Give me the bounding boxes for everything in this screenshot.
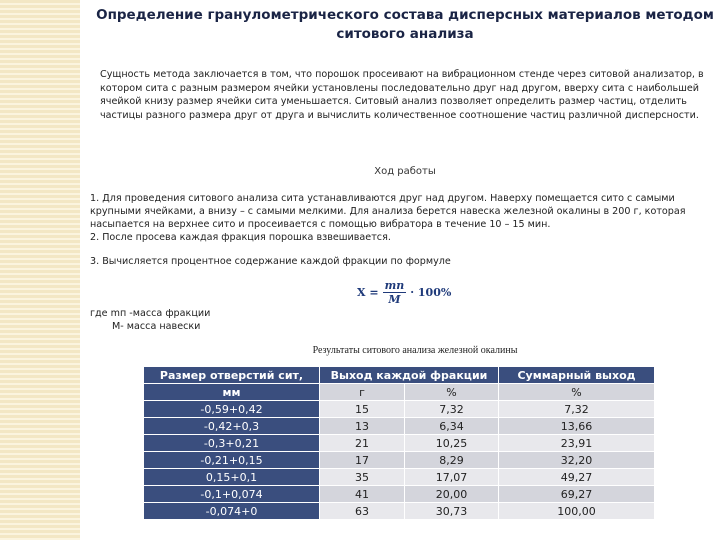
size-cell: -0,21+0,15 bbox=[144, 452, 320, 469]
value-cell: 17,07 bbox=[405, 469, 499, 486]
header-cell: Размер отверстий сит, bbox=[144, 367, 320, 384]
value-cell: 63 bbox=[320, 503, 405, 520]
formula-legend bbox=[90, 307, 210, 333]
formula-denominator: M bbox=[388, 293, 401, 306]
size-cell: -0,074+0 bbox=[144, 503, 320, 520]
value-cell: 30,73 bbox=[405, 503, 499, 520]
value-cell: 13 bbox=[320, 418, 405, 435]
formula-fraction bbox=[383, 279, 407, 306]
table-row bbox=[144, 452, 655, 469]
formula bbox=[357, 279, 451, 306]
subheader-cell: % bbox=[405, 384, 499, 401]
step-1: 1. Для проведения ситового анализа сита устанавливаются друг над другом. Наверху помещается сито с самыми крупными ячейками, а внизу – с самыми мелкими. Для анализа берется навеска железной окалины в 200 г, которая насыпается на верхнее сито и просеивается с помощью вибратора в течение 10 – 15 мин. bbox=[90, 193, 686, 230]
value-cell: 32,20 bbox=[499, 452, 655, 469]
value-cell: 8,29 bbox=[405, 452, 499, 469]
steps bbox=[90, 192, 720, 268]
legend-line: где mп -масса фракции bbox=[90, 308, 211, 319]
value-cell: 17 bbox=[320, 452, 405, 469]
value-cell: 15 bbox=[320, 401, 405, 418]
value-cell: 13,66 bbox=[499, 418, 655, 435]
value-cell: 35 bbox=[320, 469, 405, 486]
formula-lhs: X = bbox=[357, 286, 379, 299]
value-cell: 69,27 bbox=[499, 486, 655, 503]
value-cell: 10,25 bbox=[405, 435, 499, 452]
table-header-row bbox=[144, 367, 655, 384]
value-cell: 7,32 bbox=[499, 401, 655, 418]
subheader-cell: % bbox=[499, 384, 655, 401]
table-row bbox=[144, 486, 655, 503]
subheader-cell: г bbox=[320, 384, 405, 401]
intro-paragraph: Сущность метода заключается в том, что порошок просеивают на вибрационном стенде через ситовой анализатор, в котором сита с разным размером ячейки установлены последовательно друг над другом, вверху сита с наибольшей ячейкой книзу размер ячейки сита уменьшается. Ситовый анализ позволяет определить размер частиц, отделить частицы разного размера друг от друга и вычислить количественное соотношение частиц различной дисперсности. bbox=[100, 69, 704, 121]
table-caption: Результаты ситового анализа железной окалины bbox=[312, 345, 518, 356]
value-cell: 23,91 bbox=[499, 435, 655, 452]
step-2: 2. После просева каждая фракция порошка взвешивается. bbox=[90, 232, 391, 243]
header-cell: Выход каждой фракции bbox=[320, 367, 499, 384]
legend-line: M- масса навески bbox=[112, 321, 201, 332]
value-cell: 6,34 bbox=[405, 418, 499, 435]
value-cell: 21 bbox=[320, 435, 405, 452]
table-row bbox=[144, 401, 655, 418]
size-cell: -0,1+0,074 bbox=[144, 486, 320, 503]
value-cell: 20,00 bbox=[405, 486, 499, 503]
results-table bbox=[143, 366, 655, 520]
size-cell: -0,42+0,3 bbox=[144, 418, 320, 435]
table-row bbox=[144, 418, 655, 435]
formula-rhs: · 100% bbox=[410, 286, 452, 299]
formula-numerator: mп bbox=[384, 279, 405, 292]
size-cell: -0,3+0,21 bbox=[144, 435, 320, 452]
value-cell: 41 bbox=[320, 486, 405, 503]
value-cell: 100,00 bbox=[499, 503, 655, 520]
table-subheader-row bbox=[144, 384, 655, 401]
table-row bbox=[144, 435, 655, 452]
step-3: 3. Вычисляется процентное содержание каждой фракции по формуле bbox=[90, 256, 451, 267]
subheader-cell: мм bbox=[144, 384, 320, 401]
page-title: Определение гранулометрического состава дисперсных материалов методом ситового анализа bbox=[96, 7, 714, 42]
size-cell: -0,59+0,42 bbox=[144, 401, 320, 418]
header-cell: Суммарный выход bbox=[499, 367, 655, 384]
value-cell: 7,32 bbox=[405, 401, 499, 418]
value-cell: 49,27 bbox=[499, 469, 655, 486]
section-title: Ход работы bbox=[374, 166, 436, 177]
decorative-stripe bbox=[0, 0, 80, 540]
size-cell: 0,15+0,1 bbox=[144, 469, 320, 486]
table-row bbox=[144, 469, 655, 486]
table-row bbox=[144, 503, 655, 520]
